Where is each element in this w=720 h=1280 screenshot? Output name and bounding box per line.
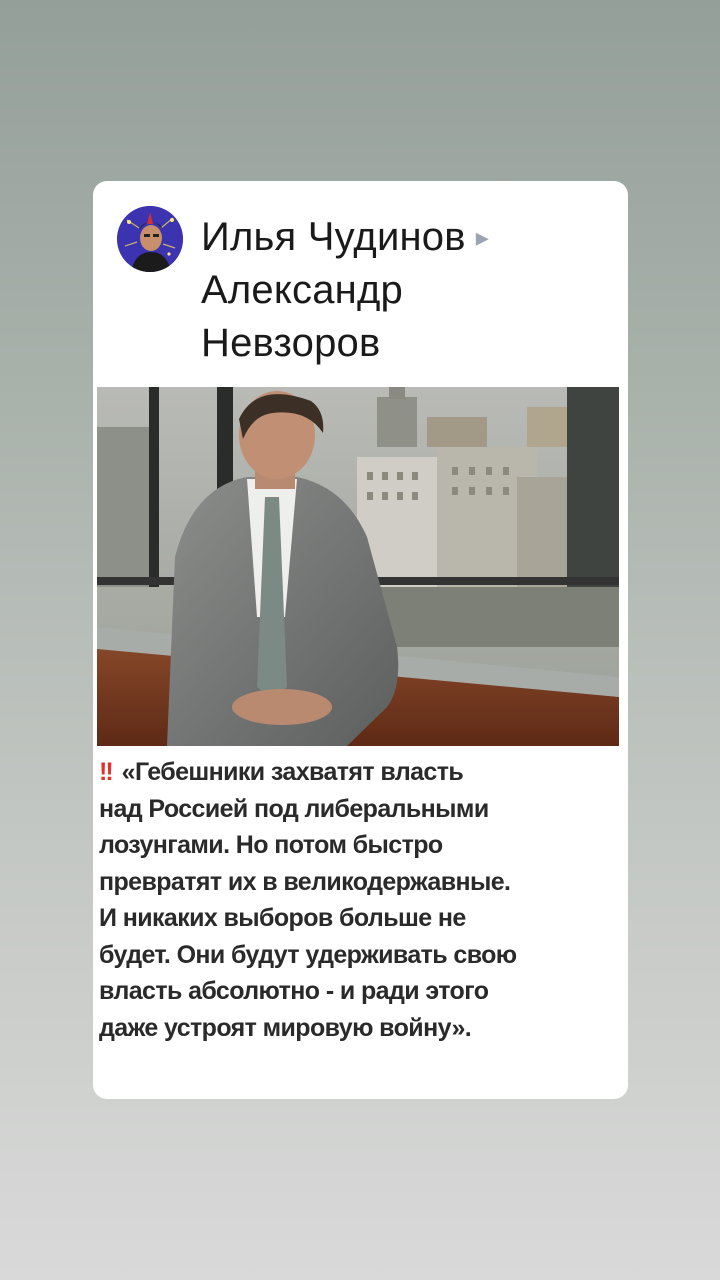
forward-arrow-icon: ▸	[475, 222, 489, 252]
avatar-icon	[117, 206, 183, 272]
author-avatar[interactable]	[117, 206, 183, 272]
author-name[interactable]: Илья Чудинов	[201, 215, 466, 259]
quote-line: будет. Они будут удерживать свою	[99, 940, 517, 969]
quote-line: лозунгами. Но потом быстро	[99, 831, 443, 859]
double-exclamation-emoji: !!	[99, 758, 112, 786]
quote-line: И никаких выборов больше не	[99, 904, 466, 932]
quote-line: власть абсолютно - и ради этого	[99, 977, 489, 1005]
post-text	[99, 754, 624, 1046]
quote-line: !! «Гебешники захватят власть	[99, 758, 464, 786]
channel-name-line2[interactable]: Невзоров	[201, 321, 381, 365]
post-header-title	[201, 211, 601, 370]
quote-line: даже устроят мировую войну».	[99, 1013, 472, 1042]
post-card	[93, 181, 628, 1099]
photo-man-at-window-icon	[97, 387, 619, 746]
channel-name-line1[interactable]: Александр	[201, 268, 403, 312]
post-photo[interactable]	[97, 387, 619, 746]
quote-line: превратят их в великодержавные.	[99, 867, 511, 896]
quote-line: над Россией под либеральными	[99, 794, 489, 823]
